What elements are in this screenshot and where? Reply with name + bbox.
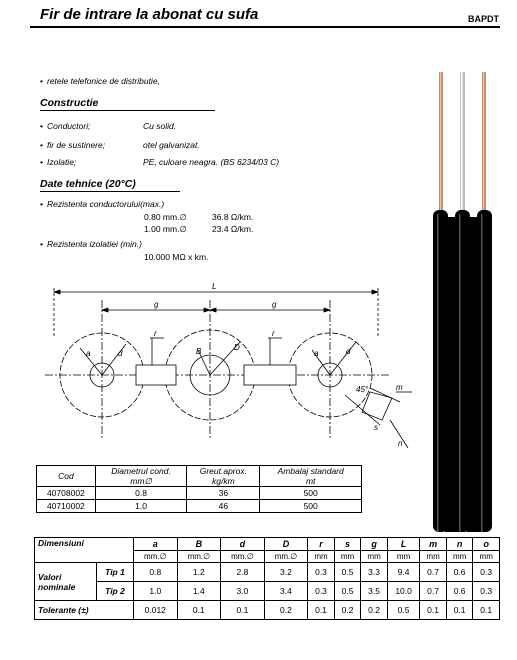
dim-value: 0.6 xyxy=(446,563,473,582)
label-g2: g xyxy=(272,300,277,309)
table-row-tolerance xyxy=(35,601,500,620)
dim-value: 3.4 xyxy=(264,582,308,601)
dim-letter: D xyxy=(264,538,308,551)
dim-value: 1.4 xyxy=(177,582,221,601)
cell-code: 40710002 xyxy=(37,500,96,513)
insulation-value: 10.000 MΩ x km. xyxy=(144,252,209,262)
construction-value-support: otel galvanizat. xyxy=(143,140,200,150)
dim-value: 2.8 xyxy=(221,563,265,582)
dim-unit: mm xyxy=(334,551,361,563)
construction-label-conductors: • Conductori; xyxy=(40,121,90,131)
cell-code: 40708002 xyxy=(37,487,96,500)
cell-diameter: 0.8 xyxy=(95,487,187,500)
cross-section-drawing xyxy=(40,280,420,460)
page-title: Fir de intrare la abonat cu sufa xyxy=(40,6,259,23)
dim-unit: mm.∅ xyxy=(134,551,178,563)
table-row xyxy=(37,487,362,500)
nominal-label: Valori nominale xyxy=(35,563,97,601)
dimensions-title: Dimensiuni xyxy=(35,538,134,563)
dim-unit: mm xyxy=(420,551,447,563)
tolerance-label: Tolerante (±) xyxy=(35,601,134,620)
dim-unit: mm xyxy=(308,551,335,563)
header-code: Cod xyxy=(37,466,96,487)
tolerance-value: 0.1 xyxy=(221,601,265,620)
dim-value: 1.2 xyxy=(177,563,221,582)
table-row xyxy=(37,500,362,513)
dim-unit: mm.∅ xyxy=(221,551,265,563)
construction-label-insulation: • Izolatie; xyxy=(40,157,76,167)
table-row-tip2 xyxy=(35,582,500,601)
resistance-label: • Rezistenta conductorului(max.) xyxy=(40,199,164,209)
dim-value: 1.0 xyxy=(134,582,178,601)
label-m: m xyxy=(396,383,403,392)
dim-letter: s xyxy=(334,538,361,551)
cell-packaging: 500 xyxy=(260,487,362,500)
dim-value: 0.3 xyxy=(308,582,335,601)
product-table-header xyxy=(37,466,362,487)
tolerance-value: 0.1 xyxy=(446,601,473,620)
label-s: s xyxy=(374,423,378,432)
dim-value: 0.6 xyxy=(446,582,473,601)
label-a1: a xyxy=(86,349,91,358)
header-packaging: Ambalaj standard mt xyxy=(260,466,362,487)
tolerance-value: 0.1 xyxy=(308,601,335,620)
product-code: BAPDT xyxy=(468,14,499,24)
dim-value: 3.3 xyxy=(361,563,388,582)
resistance-value-2: 23.4 Ω/km. xyxy=(212,224,254,234)
dim-unit: mm xyxy=(446,551,473,563)
dim-value: 0.3 xyxy=(308,563,335,582)
technical-heading: Date tehnice (20°C) xyxy=(40,178,136,190)
label-r1: r xyxy=(154,329,157,338)
label-g1: g xyxy=(154,300,159,309)
label-n: n xyxy=(398,439,403,448)
dim-value: 0.5 xyxy=(334,582,361,601)
product-table xyxy=(36,465,362,513)
dimensions-header-row xyxy=(35,538,500,551)
tolerance-value: 0.2 xyxy=(361,601,388,620)
dim-letter: n xyxy=(446,538,473,551)
label-d2: d xyxy=(346,347,351,356)
dim-unit: mm.∅ xyxy=(177,551,221,563)
dim-value: 0.3 xyxy=(473,582,500,601)
resistance-diameter-2: 1.00 mm.∅ xyxy=(144,224,187,234)
tolerance-value: 0.1 xyxy=(177,601,221,620)
tolerance-value: 0.012 xyxy=(134,601,178,620)
dim-letter: L xyxy=(387,538,419,551)
insulation-label: • Rezistenta izolatiei (min.) xyxy=(40,239,142,249)
dim-letter: g xyxy=(361,538,388,551)
table-row-tip1 xyxy=(35,563,500,582)
construction-heading: Constructie xyxy=(40,97,99,109)
cable-photo xyxy=(425,72,500,532)
dim-letter: r xyxy=(308,538,335,551)
dim-letter: B xyxy=(177,538,221,551)
header-diameter: Diametrul cond. mm∅ xyxy=(95,466,187,487)
label-r2: r xyxy=(272,329,275,338)
label-B: B xyxy=(196,347,202,356)
tolerance-value: 0.2 xyxy=(264,601,308,620)
dim-value: 9.4 xyxy=(387,563,419,582)
dim-letter: a xyxy=(134,538,178,551)
header-divider xyxy=(30,26,500,28)
construction-value-insulation: PE, culoare neagra. (BS 6234/03 C) xyxy=(143,157,280,167)
web-right xyxy=(244,365,296,385)
dim-unit: mm xyxy=(387,551,419,563)
label-angle: 45° xyxy=(356,385,369,394)
dim-unit: mm xyxy=(361,551,388,563)
application-text: • retele telefonice de distributie, xyxy=(40,76,160,86)
construction-underline xyxy=(40,110,215,111)
tolerance-value: 0.5 xyxy=(387,601,419,620)
label-d1: d xyxy=(118,349,123,358)
dim-value: 3.5 xyxy=(361,582,388,601)
resistance-diameter-1: 0.80 mm.∅ xyxy=(144,212,187,222)
dim-value: 3.2 xyxy=(264,563,308,582)
resistance-value-1: 36.8 Ω/km. xyxy=(212,212,254,222)
tip-label: Tip 1 xyxy=(97,563,134,582)
technical-underline xyxy=(40,191,180,192)
dim-value: 0.7 xyxy=(420,563,447,582)
dim-value: 0.7 xyxy=(420,582,447,601)
dim-value: 3.0 xyxy=(221,582,265,601)
cell-diameter: 1.0 xyxy=(95,500,187,513)
dim-letter: m xyxy=(420,538,447,551)
tolerance-value: 0.1 xyxy=(420,601,447,620)
tolerance-value: 0.1 xyxy=(473,601,500,620)
cell-weight: 46 xyxy=(187,500,260,513)
cell-packaging: 500 xyxy=(260,500,362,513)
label-L: L xyxy=(212,282,217,291)
construction-label-support: • fir de sustinere; xyxy=(40,140,105,150)
header-weight: Greut.aprox. kg/km xyxy=(187,466,260,487)
dimensions-table xyxy=(34,537,500,620)
web-left xyxy=(136,365,176,385)
dim-letter: d xyxy=(221,538,265,551)
tip-label: Tip 2 xyxy=(97,582,134,601)
dim-unit: mm xyxy=(473,551,500,563)
tolerance-value: 0.2 xyxy=(334,601,361,620)
dim-unit: mm.∅ xyxy=(264,551,308,563)
label-D: D xyxy=(234,343,240,352)
label-a2: a xyxy=(314,349,319,358)
dim-value: 10.0 xyxy=(387,582,419,601)
dim-value: 0.3 xyxy=(473,563,500,582)
cell-weight: 36 xyxy=(187,487,260,500)
construction-value-conductors: Cu solid. xyxy=(143,121,177,131)
dim-value: 0.8 xyxy=(134,563,178,582)
dim-letter: o xyxy=(473,538,500,551)
dim-value: 0.5 xyxy=(334,563,361,582)
